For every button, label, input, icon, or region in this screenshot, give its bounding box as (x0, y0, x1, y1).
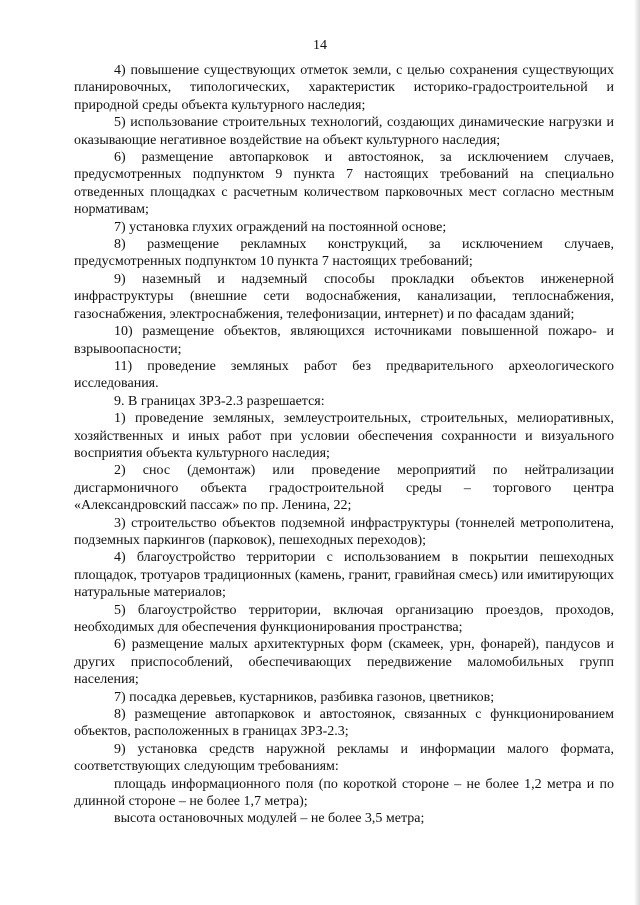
paragraph: высота остановочных модулей – не более 3,5 метра; (114, 811, 425, 827)
paragraph: 8) размещение рекламных конструкций, за исключением случаев, предусмотренных подпунктом 10 пункта 7 настоящих требований; (74, 237, 614, 270)
paragraph: 9) наземный и надземный способы прокладки объектов инженерной инфраструктуры (внешние сети водоснабжения, канализации, теплоснабжения, газоснабжения, электроснабжения, телефонизации, интернет) и по фасадам зданий; (74, 271, 614, 322)
paragraph: 4) повышение существующих отметок земли, с целью сохранения существующих планировочных, типологических, характеристик историко-градостроительной и природной среды объекта культурного наследия; (74, 63, 614, 113)
paragraph: 4) благоустройство территории с использованием в покрытии пешеходных площадок, тротуаров традиционных (камень, гранит, гравийная смесь) или имитирующих натуральные материалов; (74, 550, 614, 601)
paragraph: 8) размещение автопарковок и автостоянок, связанных с функционированием объектов, расположенных в границах ЗРЗ-2.3; (74, 707, 614, 740)
paragraph: 5) использование строительных технологий, создающих динамические нагрузки и оказывающие негативное воздействие на объект культурного наследия; (74, 115, 614, 148)
paragraph: 2) снос (демонтаж) или проведение мероприятий по нейтрализации дисгармоничного объекта градостроительной среды – торгового центра «Александровский пассаж» по пр. Ленина, 22; (74, 463, 614, 514)
paragraph: 5) благоустройство территории, включая организацию проездов, проходов, необходимых для обеспечения функционирования пространства; (74, 602, 614, 635)
paragraph: 3) строительство объектов подземной инфраструктуры (тоннелей метрополитена, подземных паркингов (парковок), пешеходных переходов); (74, 515, 614, 548)
section-heading: 9. В границах ЗРЗ-2.3 разрешается: (114, 393, 325, 409)
paragraph: 9) установка средств наружной рекламы и информации малого формата, соответствующих следующим требованиям: (74, 741, 614, 775)
paragraph: 6) размещение малых архитектурных форм (скамеек, урн, фонарей), пандусов и других приспособлений, обеспечивающих передвижение маломобильных групп населения; (74, 637, 614, 688)
paragraph: 7) посадка деревьев, кустарников, разбивка газонов, цветников; (114, 689, 495, 705)
page-number: 14 (313, 38, 327, 53)
paragraph: 1) проведение земляных, землеустроительных, строительных, мелиоративных, хозяйственных и иных работ при условии обеспечения сохранности и визуального восприятия объекта культурного наследия; (74, 411, 614, 461)
paragraph: 10) размещение объектов, являющихся источниками повышенной пожаро- и взрывоопасности; (74, 324, 614, 357)
paragraph: 7) установка глухих ограждений на постоянной основе; (114, 219, 447, 235)
scan-edge-shadow (634, 0, 640, 905)
paragraph: 6) размещение автопарковок и автостоянок, за исключением случаев, предусмотренных подпунктом 9 пункта 7 настоящих требований на специально отведенных площадках с расчетным количеством парковочных мест согласно местным нормативам; (74, 150, 614, 218)
paragraph: площадь информационного поля (по короткой стороне – не более 1,2 метра и по длинной стороне – не более 1,7 метра); (74, 776, 614, 810)
paragraph: 11) проведение земляных работ без предварительного археологического исследования. (74, 358, 614, 392)
document-body (74, 62, 614, 828)
